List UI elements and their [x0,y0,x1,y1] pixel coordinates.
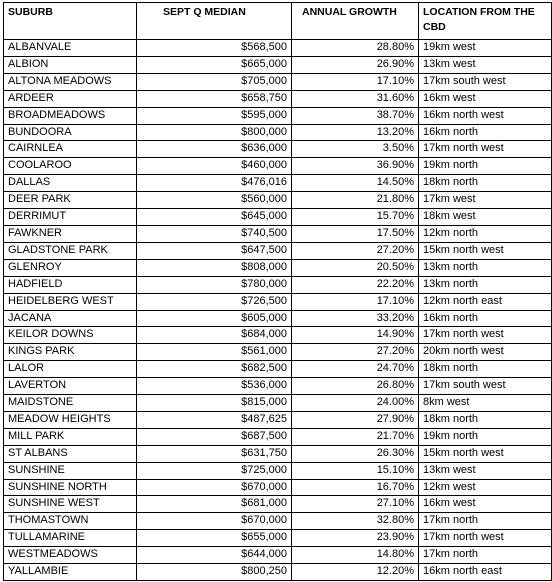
location-cell: 17km west [419,192,552,209]
table-row [4,293,552,310]
annual-growth-cell: 27.10% [292,496,419,513]
column-header-growth: ANNUAL GROWTH [292,3,419,40]
annual-growth-cell: 12.20% [292,564,419,581]
suburb-cell: ALBANVALE [4,40,137,57]
table-row [4,564,552,581]
annual-growth-cell: 20.50% [292,259,419,276]
suburb-cell: GLADSTONE PARK [4,242,137,259]
suburb-cell: CAIRNLEA [4,141,137,158]
median-price-cell: $605,000 [137,310,292,327]
annual-growth-cell: 33.20% [292,310,419,327]
table-row [4,496,552,513]
suburb-cell: DEER PARK [4,192,137,209]
column-header-median: SEPT Q MEDIAN [137,3,292,40]
suburb-cell: THOMASTOWN [4,513,137,530]
table-row [4,225,552,242]
table-row [4,276,552,293]
median-price-cell: $740,500 [137,225,292,242]
median-price-cell: $560,000 [137,192,292,209]
median-price-cell: $655,000 [137,530,292,547]
annual-growth-cell: 13.20% [292,124,419,141]
annual-growth-cell: 24.00% [292,395,419,412]
median-price-cell: $726,500 [137,293,292,310]
suburb-cell: HEIDELBERG WEST [4,293,137,310]
suburb-cell: BUNDOORA [4,124,137,141]
table-row [4,175,552,192]
location-cell: 17km south west [419,73,552,90]
median-price-cell: $808,000 [137,259,292,276]
suburb-cell: KEILOR DOWNS [4,327,137,344]
median-price-cell: $815,000 [137,395,292,412]
table-row [4,141,552,158]
location-cell: 8km west [419,395,552,412]
location-cell: 13km north [419,259,552,276]
suburb-cell: LALOR [4,361,137,378]
table-row [4,327,552,344]
suburb-cell: SUNSHINE [4,462,137,479]
location-cell: 16km north [419,124,552,141]
table-row [4,310,552,327]
location-cell: 12km north east [419,293,552,310]
table-row [4,547,552,564]
table-row [4,40,552,57]
median-price-cell: $476,016 [137,175,292,192]
annual-growth-cell: 16.70% [292,479,419,496]
table-row [4,192,552,209]
table-row [4,530,552,547]
table-row [4,56,552,73]
suburb-cell: MEADOW HEIGHTS [4,411,137,428]
table-body [4,40,552,581]
location-cell: 13km west [419,462,552,479]
table-row [4,107,552,124]
annual-growth-cell: 28.80% [292,40,419,57]
table-row [4,428,552,445]
annual-growth-cell: 27.90% [292,411,419,428]
location-cell: 18km north [419,361,552,378]
suburb-cell: MILL PARK [4,428,137,445]
median-price-cell: $658,750 [137,90,292,107]
annual-growth-cell: 17.10% [292,73,419,90]
suburb-cell: DERRIMUT [4,209,137,226]
suburb-cell: COOLAROO [4,158,137,175]
annual-growth-cell: 23.90% [292,530,419,547]
median-price-cell: $665,000 [137,56,292,73]
suburb-cell: TULLAMARINE [4,530,137,547]
location-cell: 12km west [419,479,552,496]
median-price-cell: $595,000 [137,107,292,124]
location-cell: 19km north [419,428,552,445]
median-price-cell: $705,000 [137,73,292,90]
annual-growth-cell: 26.80% [292,378,419,395]
suburb-cell: WESTMEADOWS [4,547,137,564]
annual-growth-cell: 3.50% [292,141,419,158]
table-row [4,90,552,107]
table-row [4,411,552,428]
annual-growth-cell: 31.60% [292,90,419,107]
table-row [4,73,552,90]
table-row [4,344,552,361]
table-row [4,158,552,175]
suburb-cell: FAWKNER [4,225,137,242]
table-row [4,462,552,479]
location-cell: 17km north west [419,530,552,547]
median-price-cell: $460,000 [137,158,292,175]
location-cell: 19km north [419,158,552,175]
table-row [4,395,552,412]
median-price-cell: $631,750 [137,445,292,462]
location-cell: 16km west [419,90,552,107]
median-price-cell: $568,500 [137,40,292,57]
annual-growth-cell: 15.70% [292,209,419,226]
median-price-cell: $725,000 [137,462,292,479]
table-row [4,259,552,276]
annual-growth-cell: 22.20% [292,276,419,293]
annual-growth-cell: 27.20% [292,344,419,361]
location-cell: 17km north west [419,141,552,158]
location-cell: 15km north west [419,445,552,462]
annual-growth-cell: 24.70% [292,361,419,378]
location-cell: 16km west [419,496,552,513]
location-cell: 16km north west [419,107,552,124]
suburb-cell: HADFIELD [4,276,137,293]
annual-growth-cell: 38.70% [292,107,419,124]
suburb-cell: GLENROY [4,259,137,276]
annual-growth-cell: 14.90% [292,327,419,344]
annual-growth-cell: 14.80% [292,547,419,564]
location-cell: 13km north [419,276,552,293]
table-row [4,209,552,226]
location-cell: 12km north [419,225,552,242]
median-price-cell: $682,500 [137,361,292,378]
annual-growth-cell: 17.50% [292,225,419,242]
median-price-cell: $647,500 [137,242,292,259]
annual-growth-cell: 36.90% [292,158,419,175]
column-header-location: LOCATION FROM THE CBD [419,3,552,40]
median-price-cell: $684,000 [137,327,292,344]
annual-growth-cell: 15.10% [292,462,419,479]
median-price-cell: $487,625 [137,411,292,428]
annual-growth-cell: 26.90% [292,56,419,73]
median-price-cell: $636,000 [137,141,292,158]
table-row [4,378,552,395]
suburb-cell: ST ALBANS [4,445,137,462]
header-row [4,3,552,40]
location-cell: 18km west [419,209,552,226]
median-price-cell: $670,000 [137,479,292,496]
median-price-cell: $800,000 [137,124,292,141]
suburb-cell: MAIDSTONE [4,395,137,412]
location-cell: 16km north [419,310,552,327]
median-price-cell: $681,000 [137,496,292,513]
table-row [4,479,552,496]
median-price-cell: $645,000 [137,209,292,226]
table-row [4,242,552,259]
suburb-cell: ALTONA MEADOWS [4,73,137,90]
suburb-cell: JACANA [4,310,137,327]
median-price-cell: $780,000 [137,276,292,293]
column-header-suburb: SUBURB [4,3,137,40]
location-cell: 17km north [419,513,552,530]
suburb-cell: YALLAMBIE [4,564,137,581]
location-cell: 17km north [419,547,552,564]
suburb-data-sheet [3,2,535,581]
suburb-cell: SUNSHINE NORTH [4,479,137,496]
annual-growth-cell: 14.50% [292,175,419,192]
suburb-cell: KINGS PARK [4,344,137,361]
table-header [4,3,552,40]
suburb-cell: SUNSHINE WEST [4,496,137,513]
location-cell: 13km west [419,56,552,73]
median-price-cell: $644,000 [137,547,292,564]
median-price-cell: $800,250 [137,564,292,581]
location-cell: 16km north east [419,564,552,581]
suburb-cell: DALLAS [4,175,137,192]
table-row [4,361,552,378]
location-cell: 18km north [419,411,552,428]
location-cell: 17km north west [419,327,552,344]
annual-growth-cell: 27.20% [292,242,419,259]
location-cell: 15km north west [419,242,552,259]
suburb-cell: LAVERTON [4,378,137,395]
table-row [4,124,552,141]
suburb-cell: ARDEER [4,90,137,107]
median-price-cell: $670,000 [137,513,292,530]
suburb-cell: BROADMEADOWS [4,107,137,124]
annual-growth-cell: 21.80% [292,192,419,209]
annual-growth-cell: 21.70% [292,428,419,445]
median-price-cell: $561,000 [137,344,292,361]
table-row [4,513,552,530]
table-row [4,445,552,462]
median-price-cell: $687,500 [137,428,292,445]
annual-growth-cell: 26.30% [292,445,419,462]
location-cell: 18km north [419,175,552,192]
location-cell: 19km west [419,40,552,57]
median-price-cell: $536,000 [137,378,292,395]
suburb-cell: ALBION [4,56,137,73]
location-cell: 17km south west [419,378,552,395]
annual-growth-cell: 32.80% [292,513,419,530]
suburb-table [3,2,552,581]
annual-growth-cell: 17.10% [292,293,419,310]
location-cell: 20km north west [419,344,552,361]
